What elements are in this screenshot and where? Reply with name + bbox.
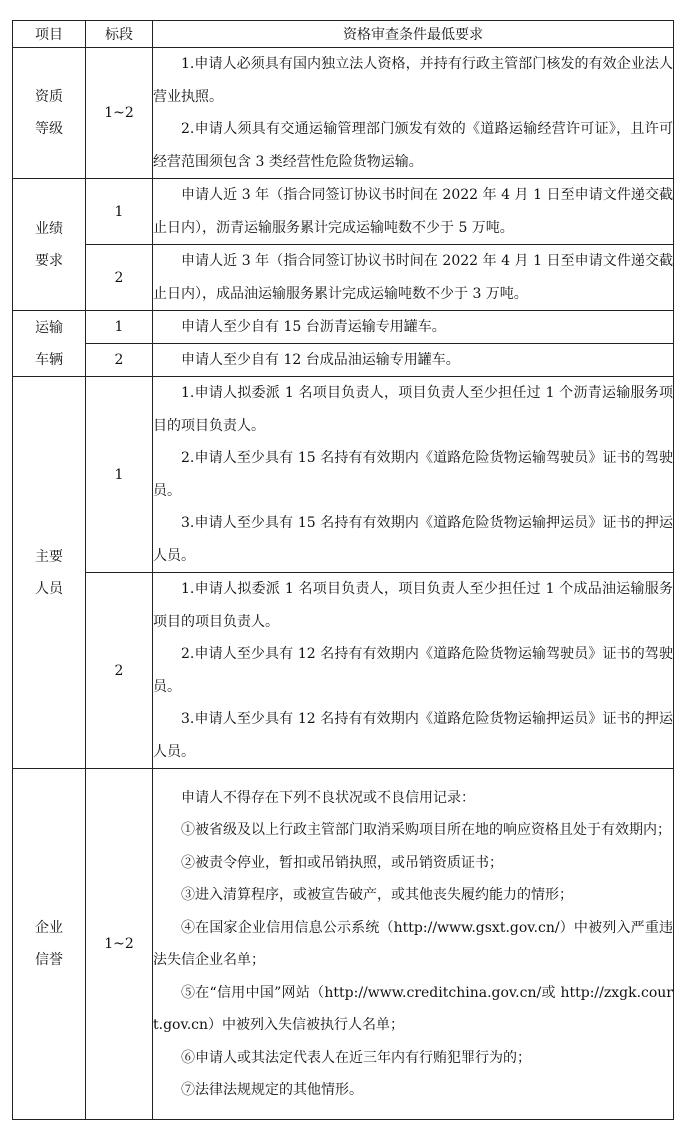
requirement-paragraph: ②被责令停业，暂扣或吊销执照，或吊销资质证书； (181, 854, 503, 871)
requirement-paragraph: ⑤在“信用中国”网站（http://www.creditchina.gov.cn/或 http://zxgk.court.gov.cn）中被列入失信被执行人名单； (153, 984, 673, 1033)
table-row-performance-2 (13, 245, 674, 311)
requirement-paragraph: 2.申请人至少具有 15 名持有有效期内《道路危险货物运输驾驶员》证书的驾驶员。 (153, 450, 673, 499)
requirement-paragraph: 2.申请人须具有交通运输管理部门颁发有效的《道路运输经营许可证》，且许可经营范围须包含 3 类经营性危险货物运输。 (153, 121, 673, 170)
requirement-paragraph: 申请人不得存在下列不良状况或不良信用记录： (181, 789, 475, 806)
segment-cell: 1~2 (86, 769, 153, 1120)
requirement-paragraph: 申请人近 3 年（指合同签订协议书时间在 2022 年 4 月 1 日至申请文件递交截止日内），沥青运输服务累计完成运输吨数不少于 5 万吨。 (153, 187, 673, 236)
category-credit: 企业 信誉 (13, 769, 86, 1120)
table-row-credit (13, 769, 674, 1120)
table-row-personnel-2 (13, 573, 674, 769)
header-requirement: 资格审查条件最低要求 (153, 21, 674, 48)
requirement-paragraph: 1.申请人必须具有国内独立法人资格，并持有行政主管部门核发的有效企业法人营业执照。 (153, 56, 673, 105)
category-performance: 业绩 要求 (13, 179, 86, 311)
table-header-row (13, 21, 674, 48)
requirement-paragraph: 3.申请人至少具有 15 名持有有效期内《道路危险货物运输押运员》证书的押运人员。 (153, 515, 673, 564)
requirement-paragraph: 申请人至少自有 15 台沥青运输专用罐车。 (181, 319, 446, 335)
segment-cell: 2 (86, 573, 153, 769)
requirement-cell (153, 245, 674, 311)
requirement-paragraph: ⑦法律法规规定的其他情形。 (181, 1082, 363, 1098)
header-segment: 标段 (86, 21, 153, 48)
category-qualification: 资质 等级 (13, 48, 86, 179)
requirement-cell (153, 377, 674, 573)
requirement-cell (153, 344, 674, 377)
requirement-paragraph: ③进入清算程序，或被宣告破产，或其他丧失履约能力的情形； (181, 887, 573, 903)
requirement-paragraph: ⑥申请人或其法定代表人在近三年内有行贿犯罪行为的； (181, 1049, 531, 1066)
table-row-personnel-1 (13, 377, 674, 573)
requirement-paragraph: 3.申请人至少具有 12 名持有有效期内《道路危险货物运输押运员》证书的押运人员。 (153, 711, 673, 760)
category-personnel: 主要 人员 (13, 377, 86, 769)
header-item: 项目 (13, 21, 86, 48)
segment-cell: 2 (86, 344, 153, 377)
segment-cell: 2 (86, 245, 153, 311)
segment-cell: 1 (86, 179, 153, 245)
requirement-cell (153, 48, 674, 179)
category-vehicles: 运输 车辆 (13, 311, 86, 377)
qualification-requirements-table (12, 20, 674, 1120)
table-row-vehicles-1 (13, 311, 674, 344)
table-row-qualification (13, 48, 674, 179)
requirement-paragraph: 2.申请人至少具有 12 名持有有效期内《道路危险货物运输驾驶员》证书的驾驶员。 (153, 646, 673, 695)
requirement-paragraph: 申请人近 3 年（指合同签订协议书时间在 2022 年 4 月 1 日至申请文件递交截止日内），成品油运输服务累计完成运输吨数不少于 3 万吨。 (153, 253, 673, 302)
requirement-paragraph: 1.申请人拟委派 1 名项目负责人，项目负责人至少担任过 1 个成品油运输服务项目的项目负责人。 (153, 581, 673, 630)
requirement-cell (153, 179, 674, 245)
segment-cell: 1 (86, 311, 153, 344)
table-row-vehicles-2 (13, 344, 674, 377)
requirement-paragraph: 1.申请人拟委派 1 名项目负责人，项目负责人至少担任过 1 个沥青运输服务项目的项目负责人。 (153, 385, 673, 434)
requirement-paragraph: ①被省级及以上行政主管部门取消采购项目所在地的响应资格且处于有效期内； (181, 822, 671, 838)
segment-cell: 1~2 (86, 48, 153, 179)
segment-cell: 1 (86, 377, 153, 573)
requirement-paragraph: 申请人至少自有 12 台成品油运输专用罐车。 (181, 352, 460, 368)
requirement-cell (153, 311, 674, 344)
requirement-paragraph: ④在国家企业信用信息公示系统（http://www.gsxt.gov.cn/）中被列入严重违法失信企业名单； (153, 919, 673, 968)
requirement-cell (153, 769, 674, 1120)
table-row-performance-1 (13, 179, 674, 245)
requirement-cell (153, 573, 674, 769)
